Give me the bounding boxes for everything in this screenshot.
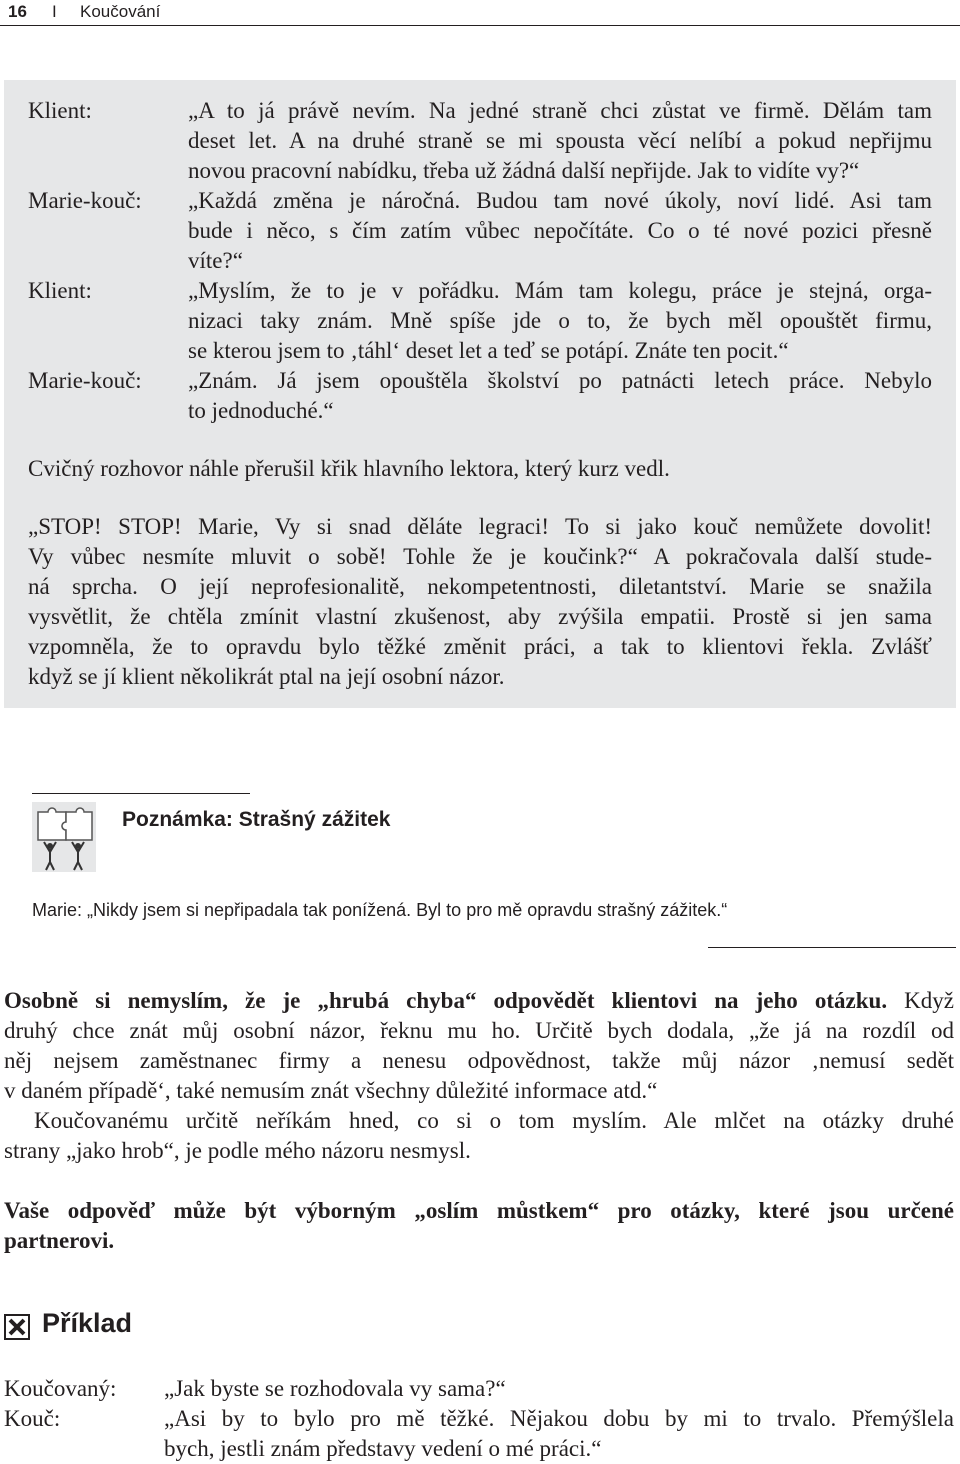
example-title: Příklad [42, 1308, 133, 1338]
dialog-line: deset let. A na druhé straně se mi spousta věcí nelíbí a pokud nepřijmu [188, 128, 932, 153]
page-number: 16 [8, 2, 27, 21]
opinion-line [4, 986, 954, 1016]
highlight-line: partnerovi. [4, 1228, 115, 1253]
dialog-line: „Znám. Já jsem opouštěla školství po patnácti letech práce. Nebylo [188, 368, 932, 393]
note-rule-top [32, 793, 250, 794]
lector-line: Vy vůbec nesmíte mluvit o sobě! Tohle že je koučink?“ A pokračovala další stude- [28, 544, 932, 569]
lector-line: vysvětlit, že chtěla zmínit vlastní zkušenost, aby zvýšila empatii. Prostě si jen sama [28, 604, 932, 629]
dialog-line: bude i něco, s čím zatím vůbec nepočítáte. Co o té nové pozici přesně [188, 218, 932, 243]
speaker-label: Klient: [28, 278, 92, 303]
speaker-label: Klient: [28, 98, 92, 123]
opinion-line-rest: Když [887, 988, 954, 1013]
dialog-line: novou pracovní nabídku, třeba už žádná další nepřijde. Jak to vidíte vy?“ [188, 158, 860, 183]
example-line: bych, jestli znám představy vedení o mé práci.“ [164, 1436, 602, 1461]
speaker-label: Marie-kouč: [28, 368, 142, 393]
header-rule [0, 25, 960, 26]
lector-line: „STOP! STOP! Marie, Vy si snad děláte legraci! To si jako kouč nemůžete dovolit! [28, 514, 932, 539]
dialog-line: „Každá změna je náročná. Budou tam nové úkoly, noví lidé. Asi tam [188, 188, 932, 213]
opinion-line: strany „jako hrob“, je podle mého názoru nesmysl. [4, 1138, 471, 1163]
opinion-line: v daném případě‘, také nemusím znát všechny důležité informace atd.“ [4, 1078, 658, 1103]
lector-line: když se jí klient několikrát ptal na její osobní názor. [28, 664, 505, 689]
dialog-line: se kterou jsem to ‚táhl‘ deset let a teď se potápí. Znáte ten pocit.“ [188, 338, 789, 363]
puzzle-people-icon [32, 802, 96, 872]
note-rule-bottom [708, 947, 956, 948]
dialog-line: to jednoduché.“ [188, 398, 334, 423]
note-title: Poznámka: Strašný zážitek [122, 808, 391, 831]
note-text: Marie: „Nikdy jsem si nepřipadala tak ponížená. Byl to pro mě opravdu strašný zážitek.“ [32, 900, 728, 920]
opinion-line: Koučovanému určitě neříkám hned, co si o tom myslím. Ale mlčet na otázky druhé [34, 1108, 954, 1133]
dialog-box [4, 80, 956, 708]
example-speaker: Kouč: [4, 1406, 61, 1431]
page-header [0, 0, 960, 28]
chapter-title: Koučování [80, 2, 161, 21]
example-line: „Jak byste se rozhodovala vy sama?“ [164, 1376, 506, 1401]
dialog-line: víte?“ [188, 248, 243, 273]
lector-line: ná sprcha. O její neprofesionalitě, nekompetentnosti, diletantství. Marie se snažila [28, 574, 932, 599]
speaker-label: Marie-kouč: [28, 188, 142, 213]
dialog-line: „A to já právě nevím. Na jedné straně chci zůstat ve firmě. Dělám tam [188, 98, 932, 123]
opinion-line: něj nejsem zaměstnanec firmy a nenesu odpovědnost, takže můj názor ‚nemusí sedět [4, 1048, 954, 1073]
opinion-line: druhý chce znát můj osobní názor, řeknu mu ho. Určitě bych dodala, „že já na rozdíl od [4, 1018, 954, 1043]
checkbox-x-icon [4, 1314, 30, 1340]
lector-line: vzpomněla, že to opravdu bylo těžké změnit práci, a tak to klientovi řekla. Zvlášť [28, 634, 932, 659]
dialog-line: „Myslím, že to je v pořádku. Mám tam kolegu, práce je stejná, orga- [188, 278, 932, 303]
dialog-line: nizaci taky znám. Mně spíše jde o to, že bych měl opouštět firmu, [188, 308, 932, 333]
interruption-text: Cvičný rozhovor náhle přerušil křik hlavního lektora, který kurz vedl. [28, 456, 670, 481]
highlight-line: Vaše odpověď může být výborným „oslím můstkem“ pro otázky, které jsou určené [4, 1198, 954, 1223]
example-speaker: Koučovaný: [4, 1376, 117, 1401]
example-line: „Asi by to bylo pro mě těžké. Nějakou dobu by mi to trvalo. Přemýšlela [164, 1406, 954, 1431]
opinion-bold-lead: Osobně si nemyslím, že je „hrubá chyba“ odpovědět klientovi na jeho otázku. [4, 988, 888, 1013]
header-separator: I [52, 2, 57, 21]
